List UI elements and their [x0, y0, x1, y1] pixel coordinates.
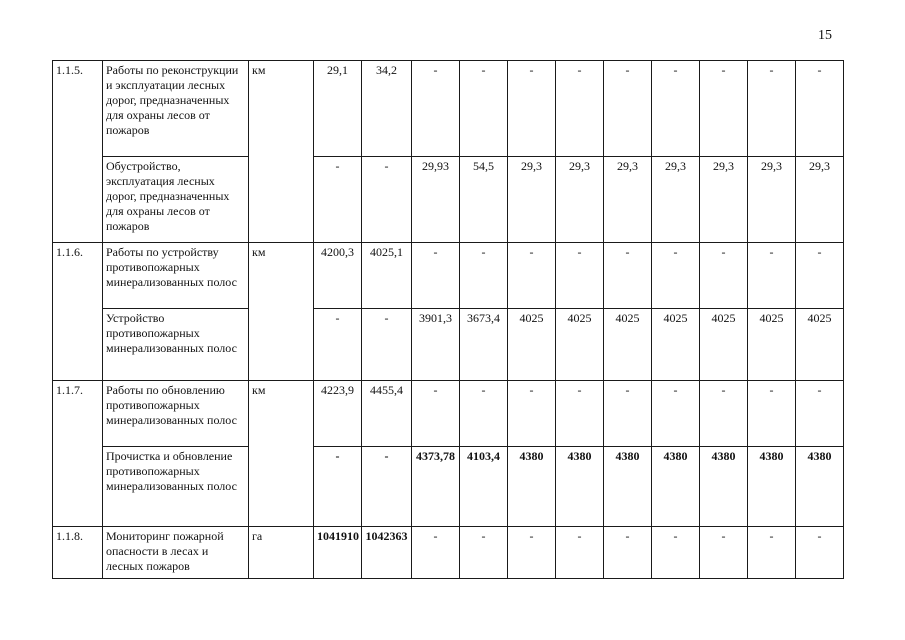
value-cell: -: [796, 527, 844, 579]
unit-of-measure: км: [249, 381, 314, 527]
value-cell: -: [412, 243, 460, 309]
value-cell: 4025: [748, 309, 796, 381]
value-cell: -: [748, 61, 796, 157]
item-code: 1.1.5.: [53, 61, 103, 243]
value-cell: -: [796, 381, 844, 447]
page-number: 15: [818, 28, 832, 43]
value-cell: 4455,4: [362, 381, 412, 447]
value-cell: 4380: [604, 447, 652, 527]
value-cell: 1042363: [362, 527, 412, 579]
value-cell: -: [314, 447, 362, 527]
value-cell: 4025,1: [362, 243, 412, 309]
value-cell: 4380: [556, 447, 604, 527]
value-cell: 34,2: [362, 61, 412, 157]
table-row: [53, 243, 844, 309]
value-cell: -: [556, 381, 604, 447]
value-cell: -: [796, 61, 844, 157]
value-cell: 54,5: [460, 157, 508, 243]
value-cell: 4025: [796, 309, 844, 381]
value-cell: -: [604, 61, 652, 157]
measure-name: Мониторинг пожарной опасности в лесах и лесных пожаров: [103, 527, 249, 579]
value-cell: -: [556, 61, 604, 157]
value-cell: -: [700, 527, 748, 579]
value-cell: 3673,4: [460, 309, 508, 381]
forest-fire-measures-table: [52, 60, 844, 579]
value-cell: -: [700, 381, 748, 447]
value-cell: -: [652, 243, 700, 309]
table-row: [53, 309, 844, 381]
value-cell: -: [412, 527, 460, 579]
value-cell: -: [508, 61, 556, 157]
unit-of-measure: км: [249, 61, 314, 243]
value-cell: -: [748, 381, 796, 447]
measure-name: Работы по реконструкции и эксплуатации лесных дорог, предназначенных для охраны лесов от пожаров: [103, 61, 249, 157]
value-cell: -: [508, 381, 556, 447]
unit-of-measure: км: [249, 243, 314, 381]
measure-name: Устройство противопожарных минерализованных полос: [103, 309, 249, 381]
item-code: 1.1.6.: [53, 243, 103, 381]
value-cell: 4380: [700, 447, 748, 527]
value-cell: 4380: [508, 447, 556, 527]
value-cell: 4380: [748, 447, 796, 527]
value-cell: -: [314, 157, 362, 243]
value-cell: -: [362, 309, 412, 381]
item-code: 1.1.7.: [53, 381, 103, 527]
table-row: [53, 447, 844, 527]
value-cell: 4025: [700, 309, 748, 381]
value-cell: 29,93: [412, 157, 460, 243]
measure-name: Работы по устройству противопожарных минерализованных полос: [103, 243, 249, 309]
value-cell: -: [652, 61, 700, 157]
value-cell: -: [748, 527, 796, 579]
value-cell: 4380: [796, 447, 844, 527]
value-cell: 4025: [556, 309, 604, 381]
table-row: [53, 157, 844, 243]
value-cell: 29,3: [700, 157, 748, 243]
value-cell: -: [652, 381, 700, 447]
value-cell: -: [652, 527, 700, 579]
table-row: [53, 527, 844, 579]
value-cell: -: [604, 527, 652, 579]
value-cell: 4103,4: [460, 447, 508, 527]
value-cell: -: [556, 243, 604, 309]
value-cell: -: [556, 527, 604, 579]
measure-name: Прочистка и обновление противопожарных минерализованных полос: [103, 447, 249, 527]
value-cell: -: [460, 61, 508, 157]
value-cell: -: [412, 61, 460, 157]
value-cell: 4025: [604, 309, 652, 381]
value-cell: 29,3: [556, 157, 604, 243]
measure-name: Работы по обновлению противопожарных минерализованных полос: [103, 381, 249, 447]
item-code: 1.1.8.: [53, 527, 103, 579]
value-cell: 4380: [652, 447, 700, 527]
value-cell: -: [508, 527, 556, 579]
unit-of-measure: га: [249, 527, 314, 579]
value-cell: 3901,3: [412, 309, 460, 381]
measure-name: Обустройство, эксплуатация лесных дорог, предназначенных для охраны лесов от пожаров: [103, 157, 249, 243]
value-cell: 4223,9: [314, 381, 362, 447]
value-cell: -: [508, 243, 556, 309]
value-cell: -: [700, 61, 748, 157]
value-cell: -: [796, 243, 844, 309]
value-cell: 29,3: [652, 157, 700, 243]
value-cell: -: [362, 447, 412, 527]
value-cell: -: [412, 381, 460, 447]
value-cell: 29,1: [314, 61, 362, 157]
table-row: [53, 381, 844, 447]
value-cell: -: [748, 243, 796, 309]
value-cell: 29,3: [748, 157, 796, 243]
value-cell: -: [700, 243, 748, 309]
value-cell: -: [460, 243, 508, 309]
value-cell: 4373,78: [412, 447, 460, 527]
value-cell: -: [314, 309, 362, 381]
value-cell: -: [460, 527, 508, 579]
value-cell: -: [604, 243, 652, 309]
value-cell: 4025: [652, 309, 700, 381]
value-cell: -: [604, 381, 652, 447]
value-cell: 4025: [508, 309, 556, 381]
value-cell: 29,3: [604, 157, 652, 243]
value-cell: -: [362, 157, 412, 243]
value-cell: 29,3: [796, 157, 844, 243]
value-cell: 1041910: [314, 527, 362, 579]
table-row: [53, 61, 844, 157]
value-cell: 29,3: [508, 157, 556, 243]
value-cell: -: [460, 381, 508, 447]
value-cell: 4200,3: [314, 243, 362, 309]
